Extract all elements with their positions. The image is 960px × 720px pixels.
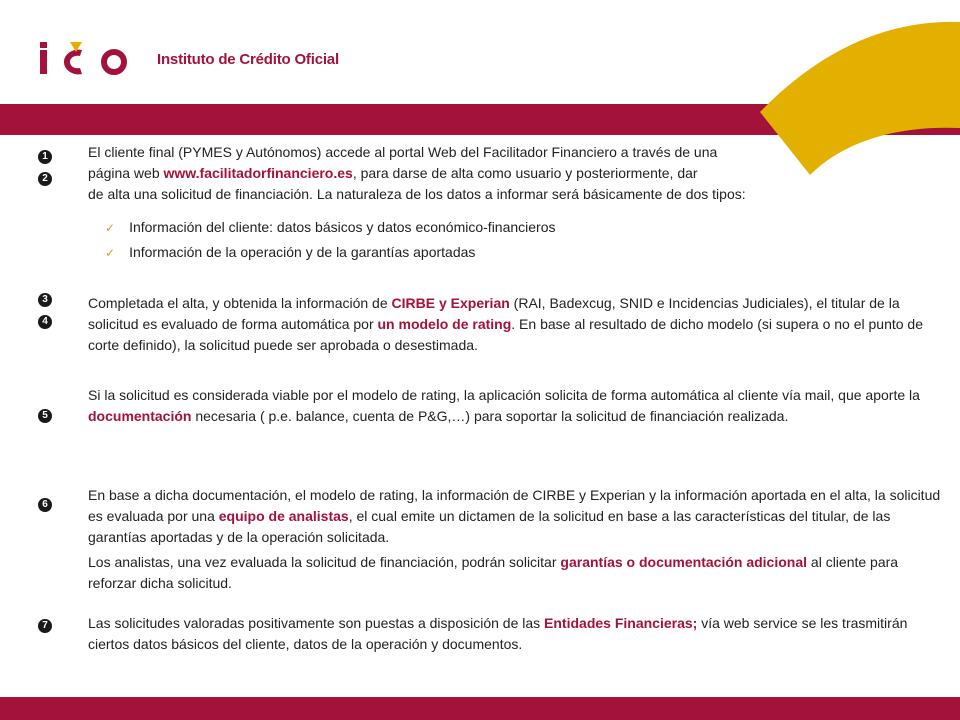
bullet-5: 5 <box>38 409 52 423</box>
p1-line1: El cliente final (PYMES y Autónomos) accede al portal Web del Facilitador Financiero a través de una <box>88 144 718 160</box>
p2-highlight-1: CIRBE y Experian <box>391 295 510 311</box>
footer-band <box>0 697 960 720</box>
paragraph-3 <box>88 385 943 427</box>
check-item-1 <box>105 217 556 238</box>
check-item-2-text: Información de la operación y de la garantías aportadas <box>129 244 476 260</box>
org-name: Instituto de Crédito Oficial <box>157 51 339 68</box>
p3-text-2: necesaria ( p.e. balance, cuenta de P&G,…) para soportar la solicitud de financiación realizada. <box>191 408 789 424</box>
paragraph-6 <box>88 613 943 655</box>
p4-text-1: En base a dicha documentación, el modelo de rating, la información de CIRBE y Experian y la información aportada en el alta, la solicitud es evaluada por una <box>88 487 941 524</box>
bullet-7: 7 <box>38 619 52 633</box>
p4-text-2: , el cual emite un dictamen de la solicitud en base a las características del titular, de las garantías aportadas y de la operación solicitada. <box>88 508 891 545</box>
p6-highlight-1: Entidades Financieras; <box>544 615 698 631</box>
checkmark-icon: ✓ <box>105 221 116 235</box>
p5-text-2: al cliente para reforzar dicha solicitud. <box>88 554 899 591</box>
p6-text-2: vía web service se les trasmitirán ciertos datos básicos del cliente, datos de la operación y documentos. <box>88 615 908 652</box>
p6-text-1: Las solicitudes valoradas positivamente son puestas a disposición de las <box>88 615 545 631</box>
p5-text-1: Los analistas, una vez evaluada la solicitud de financiación, podrán solicitar <box>88 554 561 570</box>
p1-line3: de alta una solicitud de financiación. La naturaleza de los datos a informar será básicamente de dos tipos: <box>88 186 746 202</box>
p2-text-3: . En base al resultado de dicho modelo (si supera o no el punto de corte definido), la solicitud puede ser aprobada o desestimada. <box>88 316 923 353</box>
paragraph-1 <box>88 142 943 205</box>
paragraph-5 <box>88 552 943 594</box>
ico-logo-icon <box>40 40 132 80</box>
check-item-2 <box>105 242 475 263</box>
p1-line2 <box>88 163 943 184</box>
bullet-1: 1 <box>38 150 52 164</box>
p2-highlight-2: un modelo de rating <box>377 316 512 332</box>
p4-highlight-1: equipo de analistas <box>218 508 349 524</box>
p3-text-1: Si la solicitud es considerada viable por el modelo de rating, la aplicación solicita de forma automática al cliente vía mail, que aporte la <box>88 387 920 403</box>
p5-highlight-1: garantías o documentación adicional <box>560 554 808 570</box>
p3-highlight-1: documentación <box>88 408 192 424</box>
p2-text-1: Completada el alta, y obtenida la información de <box>88 295 392 311</box>
p1-line2-pre: página web <box>88 165 164 181</box>
bullet-3: 3 <box>38 293 52 307</box>
bullet-6: 6 <box>38 498 52 512</box>
checkmark-icon: ✓ <box>105 246 116 260</box>
bullet-4: 4 <box>38 315 52 329</box>
p2-text-2: (RAI, Badexcug, SNID e Incidencias Judiciales), el titular de la solicitud es evaluado de forma automática por <box>88 295 900 332</box>
check-item-1-text: Información del cliente: datos básicos y datos económico-financieros <box>129 219 556 235</box>
paragraph-2 <box>88 293 943 356</box>
bullet-2: 2 <box>38 172 52 186</box>
paragraph-4 <box>88 485 943 548</box>
p1-line2-post: , para darse de alta como usuario y posteriormente, dar <box>352 165 698 181</box>
facilitador-link[interactable]: www.facilitadorfinanciero.es <box>163 165 353 181</box>
